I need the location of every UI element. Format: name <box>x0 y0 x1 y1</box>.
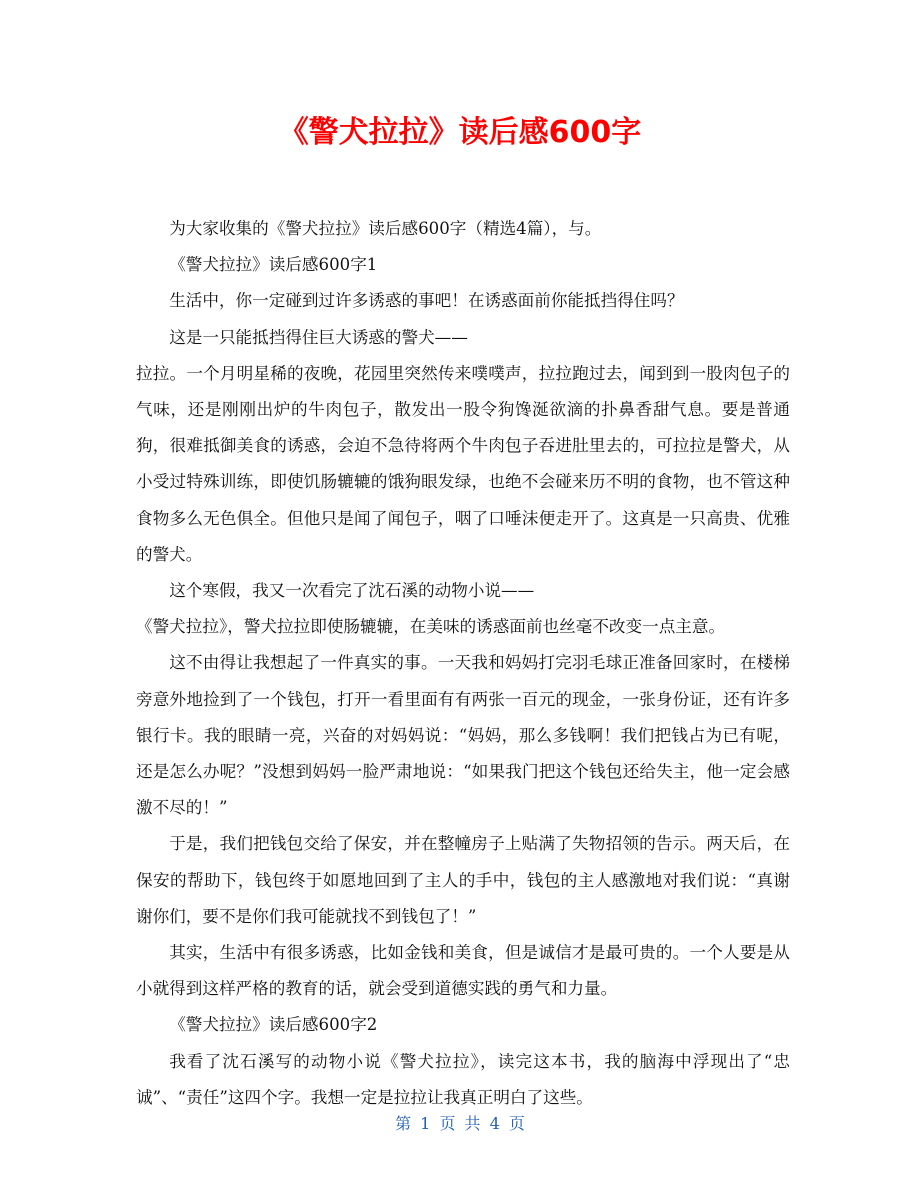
paragraph: 这是一只能抵挡得住巨大诱惑的警犬—— <box>169 327 468 347</box>
paragraph: 《警犬拉拉》，警犬拉拉即使肠辘辘，在美味的诱惑面前也丝毫不改变一点主意。 <box>136 617 726 637</box>
paragraph: 于是，我们把钱包交给了保安，并在整幢房子上贴满了失物招领的告示。两天后，在保安的帮助下，钱包终于如愿地回到了主人的手中，钱包的主人感激地对我们说：“真谢谢你们，要不是你们我可能就找不到钱包了！” <box>136 834 790 926</box>
paragraph: 其实，生活中有很多诱惑，比如金钱和美食，但是诚信才是最可贵的。一个人要是从小就得到这样严格的教育的话，就会受到道德实践的勇气和力量。 <box>136 943 790 999</box>
paragraph: 这不由得让我想起了一件真实的事。一天我和妈妈打完羽毛球正准备回家时，在楼梯旁意外地捡到了一个钱包，打开一看里面有有两张一百元的现金，一张身份证，还有许多银行卡。我的眼睛一亮，兴奋的对妈妈说：“妈妈，那么多钱啊！我们把钱占为已有呢，还是怎么办呢？”没想到妈妈一脸严肃地说：“如果我门把这个钱包还给失主，他一定会感激不尽的！” <box>136 653 790 818</box>
section-heading-1: 《警犬拉拉》读后感600字1 <box>169 255 378 275</box>
paragraph: 我看了沈石溪写的动物小说《警犬拉拉》，读完这本书，我的脑海中浮现出了“忠诚”、“责任”这四个字。我想一定是拉拉让我真正明白了这些。 <box>136 1051 790 1107</box>
paragraph-intro: 为大家收集的《警犬拉拉》读后感600字（精选4篇），与。 <box>169 219 602 238</box>
paragraph: 这个寒假，我又一次看完了沈石溪的动物小说—— <box>169 581 535 601</box>
section-heading-2: 《警犬拉拉》读后感600字2 <box>169 1015 378 1035</box>
paragraph: 生活中，你一定碰到过许多诱惑的事吧！在诱惑面前你能抵挡得住吗？ <box>169 291 684 311</box>
page-title: 《警犬拉拉》读后感600字 <box>278 115 642 150</box>
paragraph: 拉拉。一个月明星稀的夜晚，花园里突然传来噗噗声，拉拉跑过去，闻到到一股肉包子的气味，还是刚刚出炉的牛肉包子，散发出一股令狗馋涎欲滴的扑鼻香甜气息。要是普通狗，很难抵御美食的诱惑，会迫不急待将两个牛肉包子吞进肚里去的，可拉拉是警犬，从小受过特殊训练，即使饥肠辘辘的饿狗眼发绿，也绝不会碰来历不明的食物，也不管这种食物多么无色俱全。但他只是闻了闻包子，咽了口唾沫便走开了。这真是一只高贵、优雅的警犬。 <box>136 363 790 564</box>
document-body <box>136 211 790 1116</box>
page-footer: 第 1 页 共 4 页 <box>395 1114 525 1133</box>
